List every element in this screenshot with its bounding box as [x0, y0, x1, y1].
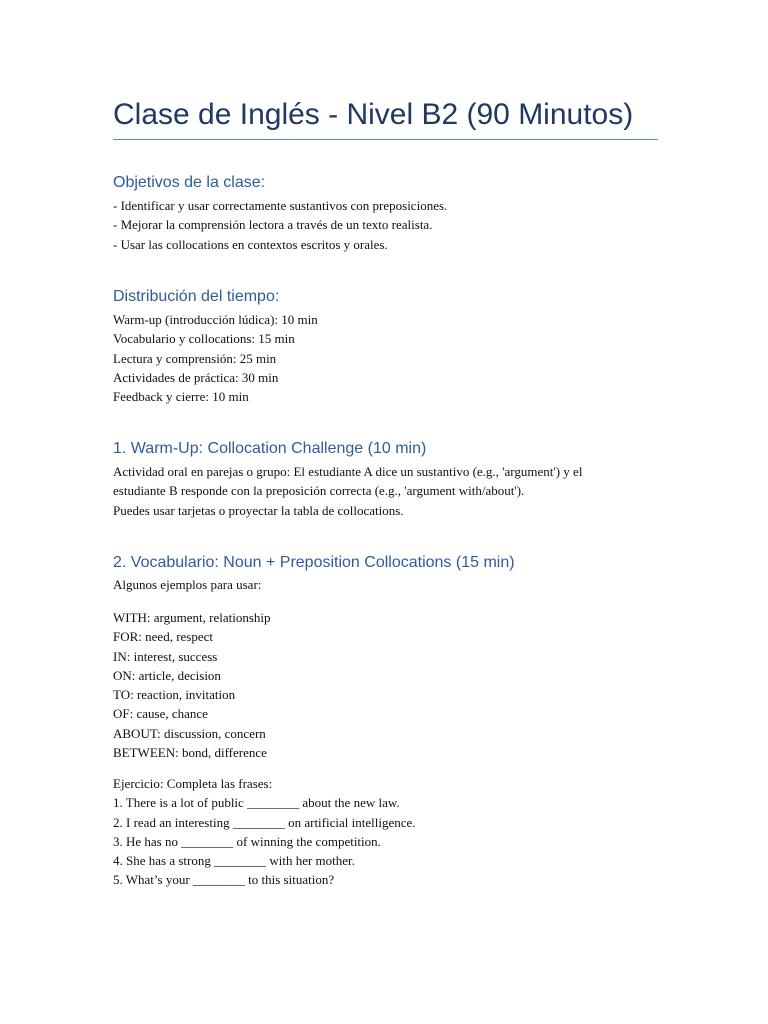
example-item: OF: cause, chance: [113, 706, 208, 722]
warmup-line: Puedes usar tarjetas o proyectar la tabla de collocations.: [113, 502, 404, 518]
example-item: FOR: need, respect: [113, 629, 214, 645]
exercise-block: [113, 774, 673, 890]
exercise-item: 5. What’s your ________ to this situation?: [113, 872, 335, 888]
exercise-item: 1. There is a lot of public ________ about the new law.: [113, 795, 400, 811]
warmup-line: Actividad oral en parejas o grupo: El estudiante A dice un sustantivo (e.g., 'argument') y el: [113, 464, 583, 479]
objectives-list: [113, 196, 673, 254]
distribution-item: Vocabulario y collocations: 15 min: [113, 331, 295, 347]
example-item: WITH: argument, relationship: [113, 610, 271, 625]
distribution-item: Feedback y cierre: 10 min: [113, 389, 249, 405]
distribution-heading: Distribución del tiempo:: [113, 288, 280, 305]
vocab-intro: Algunos ejemplos para usar:: [113, 577, 262, 592]
distribution-list: [113, 310, 673, 406]
example-item: TO: reaction, invitation: [113, 687, 236, 703]
example-item: ON: article, decision: [113, 667, 221, 683]
example-item: IN: interest, success: [113, 648, 218, 664]
vocab-intro-block: [113, 575, 673, 594]
distribution-item: Warm-up (introducción lúdica): 10 min: [113, 312, 318, 327]
distribution-item: Actividades de práctica: 30 min: [113, 369, 279, 385]
objective-item: - Mejorar la comprensión lectora a través de un texto realista.: [113, 217, 433, 233]
exercise-item: 4. She has a strong ________ with her mother.: [113, 853, 355, 869]
distribution-item: Lectura y comprensión: 25 min: [113, 350, 277, 366]
objective-item: - Usar las collocations en contextos escritos y orales.: [113, 236, 388, 252]
objectives-heading: Objetivos de la clase:: [113, 174, 266, 191]
warmup-text: [113, 462, 673, 520]
exercise-title: Ejercicio: Completa las frases:: [113, 776, 273, 791]
exercise-item: 2. I read an interesting ________ on artificial intelligence.: [113, 814, 416, 830]
example-item: ABOUT: discussion, concern: [113, 725, 266, 741]
warmup-heading: 1. Warm-Up: Collocation Challenge (10 min): [113, 440, 427, 457]
vocab-heading: 2. Vocabulario: Noun + Preposition Collocations (15 min): [113, 554, 515, 571]
exercise-item: 3. He has no ________ of winning the competition.: [113, 833, 381, 849]
page-title: Clase de Inglés - Nivel B2 (90 Minutos): [113, 93, 658, 140]
warmup-line: estudiante B responde con la preposición correcta (e.g., 'argument with/about').: [113, 483, 525, 499]
objective-item: - Identificar y usar correctamente sustantivos con preposiciones.: [113, 198, 448, 213]
example-item: BETWEEN: bond, difference: [113, 745, 267, 761]
vocab-examples: [113, 608, 673, 762]
